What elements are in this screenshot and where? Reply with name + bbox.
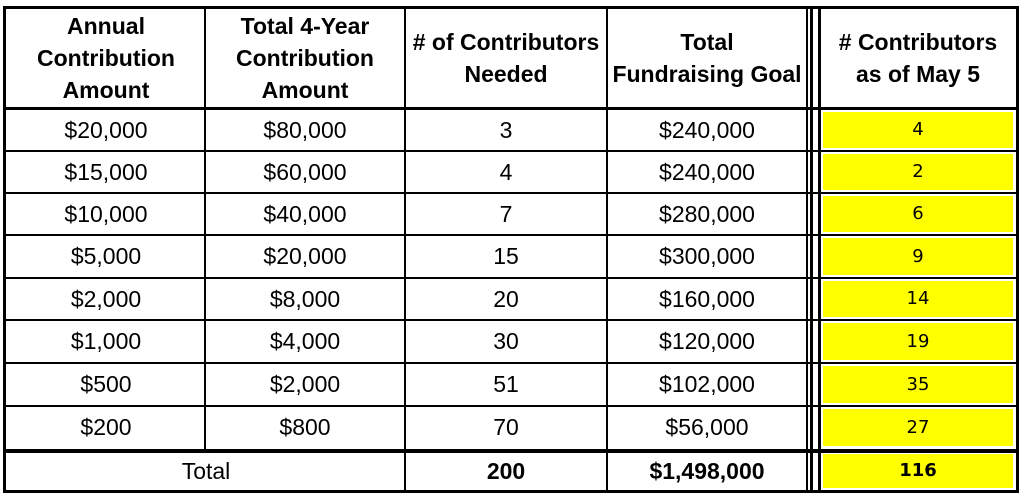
col-divider-4 (806, 8, 808, 491)
header-line: Amount (261, 77, 349, 103)
header-line: Total (680, 29, 734, 55)
col-divider-1 (204, 8, 206, 449)
total-4-year-cell: $60,000 (263, 158, 347, 185)
header-annual-contribution (8, 8, 204, 108)
header-fundraising-goal (608, 8, 806, 108)
fundraising-goal-cell: $240,000 (659, 158, 755, 185)
header-line: Amount (62, 77, 150, 103)
header-contributors-as-of (823, 8, 1013, 108)
annual-contribution-cell: $15,000 (64, 158, 148, 185)
contributors-needed-cell: 70 (493, 414, 519, 440)
annual-contribution-cell: $10,000 (64, 200, 148, 227)
total-4-year-cell: $2,000 (269, 371, 341, 397)
contributors-as-of-cell: 2 (823, 154, 1013, 190)
header-line: # of Contributors (412, 29, 600, 55)
annual-contribution-cell: $2,000 (70, 285, 142, 312)
total-divider (6, 449, 1017, 453)
contributors-as-of-cell: 4 (823, 112, 1013, 148)
header-line: Contribution (236, 45, 374, 71)
contributors-as-of-cell: 35 (823, 366, 1013, 403)
total-fundraising-goal: $1,498,000 (649, 457, 765, 484)
annual-contribution-cell: $5,000 (70, 243, 142, 269)
fundraising-goal-cell: $160,000 (659, 285, 755, 312)
contributors-as-of-cell: 6 (823, 196, 1013, 232)
col-divider-3 (606, 8, 608, 491)
total-4-year-cell: $8,000 (269, 285, 341, 312)
fundraising-goal-cell: $102,000 (659, 371, 755, 397)
fundraising-goal-cell: $240,000 (659, 116, 755, 143)
contributors-needed-cell: 7 (499, 200, 513, 227)
header-line: as of May 5 (856, 61, 980, 87)
fundraising-goal-cell: $280,000 (659, 200, 755, 227)
contributors-needed-cell: 30 (493, 328, 519, 354)
contributors-as-of-cell: 27 (823, 409, 1013, 446)
fundraising-goal-cell: $300,000 (659, 243, 755, 269)
contributors-needed-cell: 20 (493, 285, 519, 312)
header-contributors-needed (406, 8, 606, 108)
annual-contribution-cell: $200 (80, 414, 132, 440)
total-4-year-cell: $800 (279, 414, 331, 440)
total-4-year-cell: $4,000 (269, 328, 341, 354)
total-4-year-cell: $80,000 (263, 116, 347, 143)
annual-contribution-cell: $1,000 (70, 328, 142, 354)
header-line: Needed (464, 61, 548, 87)
header-line: Annual (67, 13, 145, 39)
fundraising-goal-cell: $120,000 (659, 328, 755, 354)
fundraising-goal-cell: $56,000 (665, 414, 749, 440)
total-4-year-cell: $20,000 (263, 243, 347, 269)
contributors-needed-cell: 3 (499, 116, 513, 143)
total-contributors-needed: 200 (486, 457, 526, 484)
header-line: # Contributors (838, 29, 998, 55)
header-line: Contribution (37, 45, 175, 71)
contributors-as-of-cell: 14 (823, 281, 1013, 317)
annual-contribution-cell: $500 (80, 371, 132, 397)
contributors-needed-cell: 51 (493, 371, 519, 397)
contributors-needed-cell: 4 (499, 158, 513, 185)
col-divider-2 (404, 8, 406, 491)
total-contributors-as-of: 116 (823, 454, 1013, 488)
contributors-as-of-cell: 9 (823, 238, 1013, 275)
total-label: Total (181, 457, 231, 484)
header-total-4-year (206, 8, 404, 108)
contributors-as-of-cell: 19 (823, 323, 1013, 360)
double-divider-a (810, 8, 813, 491)
header-line: Total 4-Year (240, 13, 370, 39)
double-divider-b (818, 8, 821, 491)
header-line: Fundraising Goal (612, 61, 802, 87)
annual-contribution-cell: $20,000 (64, 116, 148, 143)
total-4-year-cell: $40,000 (263, 200, 347, 227)
contributors-needed-cell: 15 (493, 243, 519, 269)
header-divider (6, 107, 1017, 110)
